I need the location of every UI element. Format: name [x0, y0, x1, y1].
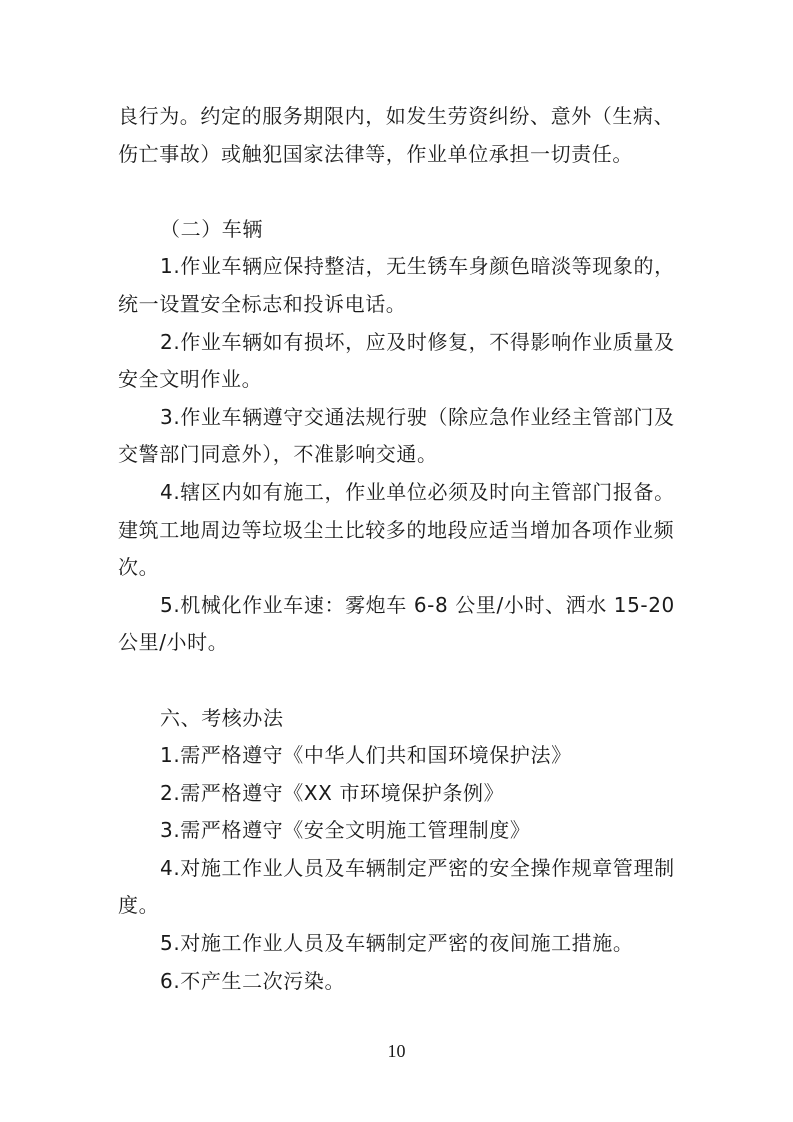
assessment-heading: 六、考核办法	[160, 705, 284, 730]
assessment-item-5: 5.对施工作业人员及车辆制定严密的夜间施工措施。	[160, 931, 634, 956]
vehicles-item-4: 4.辖区内如有施工，作业单位必须及时向主管部门报备。建筑工地周边等垃圾尘土比较多的地段应适当增加各项作业频次。	[118, 479, 675, 580]
assessment-item-4: 4.对施工作业人员及车辆制定严密的安全操作规章管理制度。	[118, 855, 675, 918]
vehicles-item-5: 5.机械化作业车速：雾炮车 6-8 公里/小时、洒水 15-20 公里/小时。	[118, 592, 675, 655]
assessment-item-2: 2.需严格遵守《XX 市环境保护条例》	[160, 780, 505, 805]
vehicles-item-1: 1.作业车辆应保持整洁，无生锈车身颜色暗淡等现象的，统一设置安全标志和投诉电话。	[118, 254, 675, 316]
body-text	[118, 98, 678, 1000]
vehicles-item-3: 3.作业车辆遵守交通法规行驶（除应急作业经主管部门及交警部门同意外），不准影响交通。	[118, 404, 675, 467]
vehicles-heading: （二）车辆	[160, 216, 263, 241]
assessment-item-1: 1.需严格遵守《中华人们共和国环境保护法》	[160, 743, 572, 768]
assessment-item-3: 3.需严格遵守《安全文明施工管理制度》	[160, 818, 531, 843]
page-number: 10	[387, 1041, 406, 1061]
vehicles-item-2: 2.作业车辆如有损坏，应及时修复，不得影响作业质量及安全文明作业。	[118, 329, 675, 392]
continuation-paragraph: 良行为。约定的服务期限内，如发生劳资纠纷、意外（生病、伤亡事故）或触犯国家法律等，作业单位承担一切责任。	[118, 104, 675, 166]
assessment-item-6: 6.不产生二次污染。	[160, 968, 346, 993]
